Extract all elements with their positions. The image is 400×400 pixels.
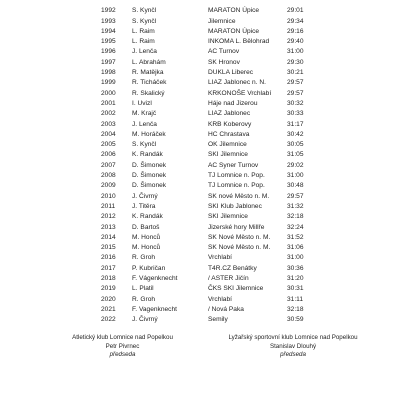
result-name: S. Kynčl	[132, 7, 157, 15]
result-time: 30:33	[287, 110, 304, 118]
result-name: S. Kynčl	[132, 17, 157, 25]
signature-role: předseda	[280, 351, 306, 359]
result-club: MARATON Úpice	[208, 27, 260, 35]
table-row	[0, 315, 400, 325]
result-year: 2018	[101, 275, 116, 283]
result-time: 31:32	[287, 202, 304, 210]
table-row	[0, 181, 400, 191]
result-club: OK Jilemnice	[208, 141, 247, 149]
result-time: 30:05	[287, 141, 304, 149]
result-time: 31:00	[287, 172, 304, 180]
result-club: DUKLA Liberec	[208, 69, 254, 77]
result-club: Vrchlabí	[208, 254, 232, 262]
result-time: 29:57	[287, 79, 304, 87]
result-name: R. Groh	[132, 295, 156, 303]
result-club: TJ Lomnice n. Pop.	[208, 172, 265, 180]
result-club: INKOMA L. Bělohrad	[208, 38, 270, 46]
table-row	[0, 305, 400, 315]
result-club: SK Hronov	[208, 58, 240, 66]
result-time: 29:40	[287, 38, 304, 46]
result-name: I. Uvizl	[132, 99, 152, 107]
result-club: Vrchlabí	[208, 295, 232, 303]
result-club: SKI Jilemnice	[208, 213, 248, 221]
signature-person: Petr Pivrnec	[105, 342, 140, 350]
result-club: TJ Lomnice n. Pop.	[208, 182, 265, 190]
table-row	[0, 212, 400, 222]
result-year: 1999	[101, 79, 116, 87]
table-row	[0, 171, 400, 181]
result-club: Háje nad Jizerou	[208, 99, 258, 107]
table-row	[0, 274, 400, 284]
result-year: 2020	[101, 295, 116, 303]
result-time: 30:42	[287, 130, 304, 138]
table-row	[0, 223, 400, 233]
signature-role: předseda	[109, 351, 136, 359]
result-name: J. Lenča	[132, 48, 157, 56]
result-year: 2001	[101, 99, 116, 107]
result-club: LIAZ Jablonec n. N.	[208, 79, 266, 87]
result-time: 31:20	[287, 275, 304, 283]
result-time: 29:30	[287, 58, 304, 66]
table-row	[0, 78, 400, 88]
result-year: 2012	[101, 213, 116, 221]
result-name: R. Groh	[132, 254, 156, 262]
result-year: 2014	[101, 233, 116, 241]
result-year: 2005	[101, 141, 116, 149]
result-year: 2019	[101, 285, 116, 293]
signature-org: Atletický klub Lomnice nad Popelkou	[72, 334, 173, 341]
result-name: J. Čivrný	[132, 316, 158, 324]
result-time: 30:36	[287, 264, 304, 272]
table-row	[0, 130, 400, 140]
result-time: 31:17	[287, 120, 304, 128]
result-club: KRKONOŠE Vrchlabí	[208, 89, 272, 97]
result-year: 1993	[101, 17, 116, 25]
result-name: L. Abrahám	[132, 58, 166, 66]
result-club: SK Nové Město n. M.	[208, 233, 271, 241]
result-name: M. Honců	[132, 233, 161, 241]
result-year: 2016	[101, 254, 116, 262]
table-row	[0, 161, 400, 171]
table-row	[0, 150, 400, 160]
result-time: 32:18	[287, 213, 304, 221]
table-row	[0, 284, 400, 294]
result-time: 30:32	[287, 99, 304, 107]
table-row	[0, 109, 400, 119]
result-year: 2022	[101, 316, 116, 324]
table-row	[0, 253, 400, 263]
table-row	[0, 68, 400, 78]
result-name: M. Horáček	[132, 130, 166, 138]
result-club: KRB Koberovy	[208, 120, 252, 128]
table-row	[0, 6, 400, 16]
result-name: R. Matějka	[132, 69, 164, 77]
signature-block-right	[208, 334, 378, 360]
table-row	[0, 17, 400, 27]
table-row	[0, 233, 400, 243]
table-row	[0, 120, 400, 130]
result-name: J. Lenča	[132, 120, 157, 128]
result-club: T4R.CZ Benátky	[208, 264, 257, 272]
result-time: 31:00	[287, 254, 304, 262]
result-club: SK Nové Město n. M.	[208, 244, 271, 252]
result-year: 2002	[101, 110, 116, 118]
result-year: 1995	[101, 38, 116, 46]
result-club: / Nová Paka	[208, 305, 244, 313]
result-year: 2009	[101, 182, 116, 190]
result-name: M. Krajč	[132, 110, 157, 118]
result-year: 2008	[101, 172, 116, 180]
result-time: 30:31	[287, 285, 304, 293]
result-year: 2015	[101, 244, 116, 252]
table-row	[0, 295, 400, 305]
table-row	[0, 243, 400, 253]
result-name: L. Raim	[132, 27, 155, 35]
result-club: AC Turnov	[208, 48, 240, 56]
result-year: 1992	[101, 7, 116, 15]
result-time: 29:34	[287, 17, 304, 25]
result-club: Jizerské hory Millře	[208, 223, 265, 231]
result-name: D. Šimonek	[132, 161, 167, 169]
result-name: J. Titěra	[132, 202, 156, 210]
result-year: 1998	[101, 69, 116, 77]
table-row	[0, 140, 400, 150]
table-row	[0, 192, 400, 202]
result-club: SKI Klub Jablonec	[208, 202, 262, 210]
result-time: 30:21	[287, 69, 304, 77]
result-club: HC Chrastava	[208, 130, 250, 138]
result-name: L. Platil	[132, 285, 154, 293]
result-name: R. Skalický	[132, 89, 165, 97]
result-time: 32:18	[287, 305, 304, 313]
result-time: 31:52	[287, 233, 304, 241]
result-club: AC Syner Turnov	[208, 161, 259, 169]
result-year: 1996	[101, 48, 116, 56]
result-name: K. Randák	[132, 151, 163, 159]
result-club: LIAZ Jablonec	[208, 110, 251, 118]
table-row	[0, 264, 400, 274]
result-year: 2021	[101, 305, 116, 313]
result-time: 31:05	[287, 151, 304, 159]
result-time: 31:00	[287, 48, 304, 56]
result-name: S. Kynčl	[132, 141, 157, 149]
result-time: 30:48	[287, 182, 304, 190]
result-year: 2000	[101, 89, 116, 97]
table-row	[0, 47, 400, 57]
result-time: 29:01	[287, 7, 304, 15]
result-name: D. Bartoš	[132, 223, 160, 231]
result-time: 31:11	[287, 295, 304, 303]
result-name: J. Čivrný	[132, 192, 158, 200]
table-row	[0, 58, 400, 68]
result-time: 32:24	[287, 223, 304, 231]
table-row	[0, 202, 400, 212]
result-name: L. Raim	[132, 38, 155, 46]
table-row	[0, 89, 400, 99]
result-club: MARATON Úpice	[208, 7, 260, 15]
result-year: 2006	[101, 151, 116, 159]
result-name: R. Ticháček	[132, 79, 167, 87]
table-row	[0, 27, 400, 37]
result-name: F. Vagenknecht	[132, 305, 177, 313]
result-club: SKI Jilemnice	[208, 151, 248, 159]
result-name: M. Honců	[132, 244, 161, 252]
result-time: 29:57	[287, 192, 304, 200]
result-name: P. Kubričan	[132, 264, 166, 272]
result-time: 29:57	[287, 89, 304, 97]
signature-org: Lyžařský sportovní klub Lomnice nad Popelkou	[228, 334, 358, 341]
result-year: 1997	[101, 58, 116, 66]
result-year: 2013	[101, 223, 116, 231]
signature-person: Stanislav Dlouhý	[269, 342, 317, 350]
table-row	[0, 37, 400, 47]
result-name: D. Šimonek	[132, 172, 167, 180]
table-row	[0, 99, 400, 109]
result-year: 2011	[101, 202, 116, 210]
result-name: D. Šimonek	[132, 182, 167, 190]
result-year: 1994	[101, 27, 116, 35]
result-club: ČKS SKI Jilemnice	[208, 285, 264, 293]
result-club: Jilemnice	[208, 17, 236, 25]
result-club: / ASTER Jičín	[208, 275, 249, 283]
result-year: 2004	[101, 130, 116, 138]
signature-block-left	[40, 334, 205, 360]
result-year: 2017	[101, 264, 116, 272]
result-time: 29:16	[287, 27, 304, 35]
result-name: K. Randák	[132, 213, 163, 221]
result-time: 30:59	[287, 316, 304, 324]
result-time: 29:02	[287, 161, 304, 169]
result-year: 2003	[101, 120, 116, 128]
result-club: SK nové Město n. M.	[208, 192, 270, 200]
result-name: F. Vágenknecht	[132, 275, 178, 283]
result-time: 31:06	[287, 244, 304, 252]
result-year: 2007	[101, 161, 116, 169]
result-club: Semily	[208, 316, 228, 324]
result-year: 2010	[101, 192, 116, 200]
